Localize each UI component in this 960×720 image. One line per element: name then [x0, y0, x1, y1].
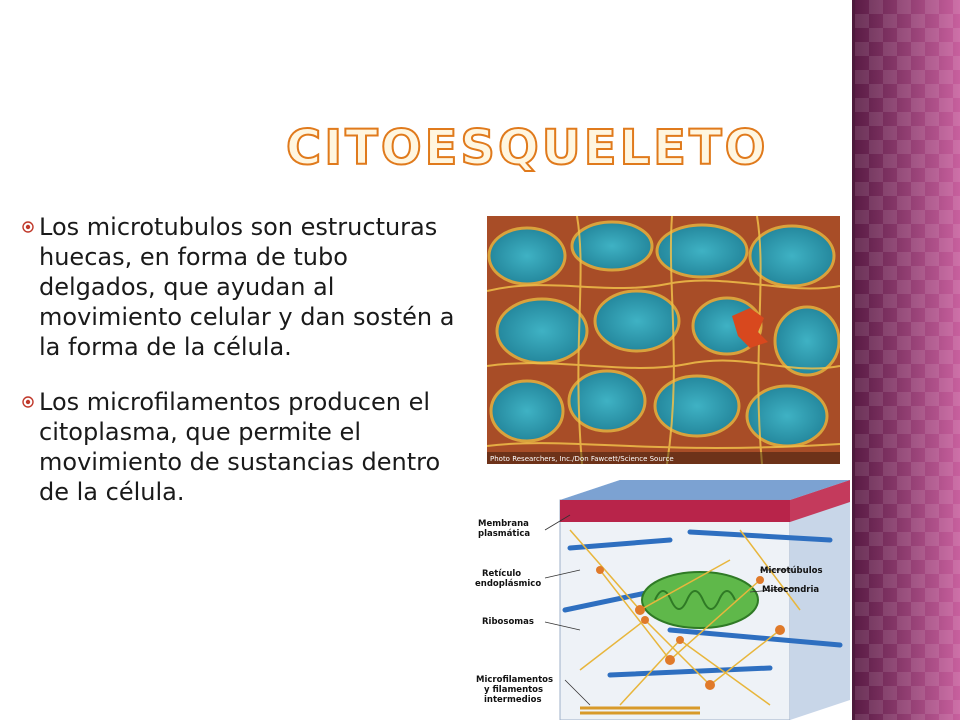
diagram-label-reticulo-2: endoplásmico: [475, 579, 542, 589]
diagram-label-microfilamentos-3: intermedios: [484, 695, 542, 705]
cytoskeleton-diagram: [470, 470, 855, 720]
bullet-text: Los microfilamentos producen el citoplasma, que permite el movimiento de sustancias dentro de la célula.: [39, 388, 441, 506]
diagram-label-membrana-2: plasmática: [478, 529, 531, 539]
diagram-label-microfilamentos-1: Microfilamentos: [476, 675, 554, 685]
diagram-label-ribosomas: Ribosomas: [482, 617, 534, 627]
bullet-text: Los microtubulos son estructuras huecas, en forma de tubo delgados, que ayudan al movimiento celular y dan sostén a la forma de la célula.: [39, 213, 455, 361]
bullet-item-microfilamentos: [10, 387, 460, 507]
cytoskeleton-micrograph: [487, 216, 840, 464]
bullet-item-microtubulos: [10, 212, 460, 362]
diagram-label-mitocondria: Mitocondria: [762, 585, 820, 595]
diagram-label-reticulo-1: Retículo: [482, 569, 522, 579]
bullet-list: [10, 212, 460, 532]
diagram-label-membrana-1: Membrana: [478, 519, 529, 529]
circled-dot-icon: [22, 221, 34, 233]
diagram-label-microfilamentos-2: y filamentos: [484, 685, 544, 695]
photo-credit: Photo Researchers, Inc./Don Fawcett/Science Source: [490, 455, 674, 463]
slide-title: CITOESQUELETO: [286, 120, 769, 176]
decorative-side-band: [855, 0, 960, 720]
diagram-label-microtubulos: Microtúbulos: [760, 566, 823, 576]
circled-dot-icon: [22, 396, 34, 408]
